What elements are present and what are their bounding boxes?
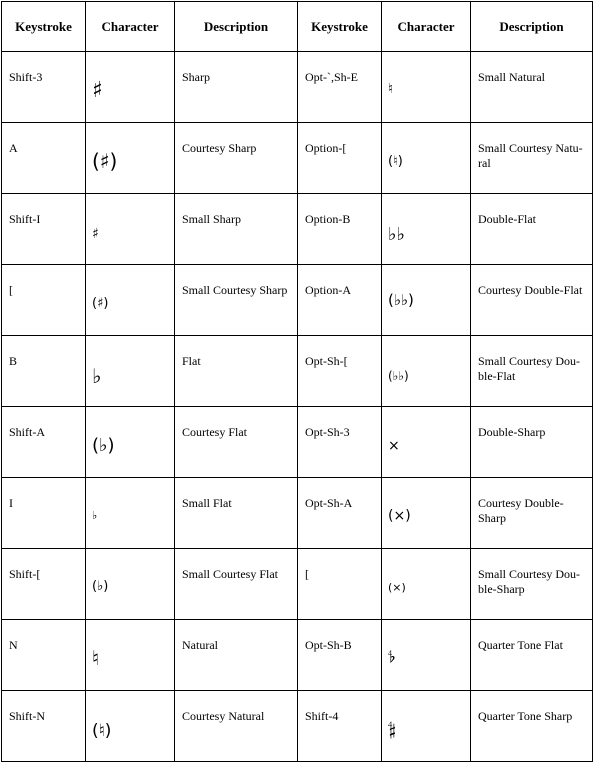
description-cell [175, 123, 298, 194]
keystroke-cell [298, 194, 382, 265]
description-text: Sharp [182, 70, 210, 84]
description-text: Flat [182, 354, 201, 368]
description-cell [175, 52, 298, 123]
character-cell [382, 549, 471, 620]
table-row [2, 52, 593, 123]
keystroke-cell [2, 336, 86, 407]
keystroke-text: Shift-I [9, 212, 41, 226]
keystroke-cell [2, 265, 86, 336]
accidental-glyph: (♯) [92, 296, 109, 311]
description-cell [471, 691, 593, 762]
accidental-glyph: 𝄳 [388, 648, 396, 666]
description-text: Courtesy Double-Sharp [478, 496, 564, 525]
accidental-glyph: (♮) [388, 154, 403, 169]
accidental-glyph: ♭ [92, 509, 98, 522]
description-text: Small Courtesy Sharp [182, 283, 288, 297]
character-cell [86, 407, 175, 478]
description-cell [175, 620, 298, 691]
keystroke-text: Shift-3 [9, 70, 43, 84]
description-text: Courtesy Natural [182, 709, 265, 723]
keystroke-text: Shift-4 [305, 709, 339, 723]
accidental-glyph: × [388, 438, 400, 454]
keystroke-text: Option-A [305, 283, 351, 297]
accidentals-table [1, 1, 593, 762]
description-cell [471, 194, 593, 265]
description-text: Courtesy Double-Flat [478, 283, 583, 297]
keystroke-cell [298, 336, 382, 407]
description-text: Quarter Tone Sharp [478, 709, 573, 723]
keystroke-text: Shift-A [9, 425, 45, 439]
description-cell [175, 407, 298, 478]
keystroke-cell [2, 691, 86, 762]
accidental-glyph: (×) [388, 581, 406, 594]
description-text: Small Natural [478, 70, 545, 84]
character-cell [86, 265, 175, 336]
accidental-glyph: (♭) [92, 579, 109, 594]
keystroke-text: I [9, 496, 13, 510]
keystroke-cell [298, 549, 382, 620]
keystroke-text: Opt-`,Sh-E [305, 70, 358, 84]
table-row [2, 478, 593, 549]
accidental-glyph: (♭♭) [388, 291, 414, 309]
character-cell [86, 620, 175, 691]
keystroke-text: Opt-Sh-[ [305, 354, 348, 368]
description-cell [471, 123, 593, 194]
description-cell [471, 336, 593, 407]
keystroke-cell [2, 478, 86, 549]
table-row [2, 336, 593, 407]
accidental-glyph: ♮ [388, 81, 394, 97]
accidental-glyph: 𝄲 [388, 719, 396, 738]
keystroke-text: B [9, 354, 18, 368]
keystroke-text: A [9, 141, 18, 155]
header-description: Description [175, 2, 298, 52]
description-cell [471, 52, 593, 123]
keystroke-cell [298, 52, 382, 123]
accidental-glyph: ♮ [92, 646, 100, 670]
table-row [2, 123, 593, 194]
keystroke-text: Opt-Sh-A [305, 496, 353, 510]
description-cell [175, 194, 298, 265]
character-cell [382, 52, 471, 123]
description-cell [175, 265, 298, 336]
character-cell [86, 123, 175, 194]
accidental-glyph: (♭) [92, 435, 115, 456]
keystroke-text: Opt-Sh-B [305, 638, 352, 652]
character-cell [382, 478, 471, 549]
character-cell [86, 52, 175, 123]
description-text: Small Courtesy Flat [182, 567, 278, 581]
description-cell [471, 265, 593, 336]
description-text: Small Flat [182, 496, 232, 510]
header-keystroke: Keystroke [2, 2, 86, 52]
keystroke-text: Option-[ [305, 141, 347, 155]
accidental-glyph: (♭♭) [388, 369, 409, 383]
keystroke-text: Shift-N [9, 709, 45, 723]
accidental-glyph: ♯ [92, 226, 99, 242]
accidental-glyph: (♮) [92, 721, 112, 741]
accidental-glyph: (×) [388, 508, 411, 524]
description-text: Small Courtesy Dou-ble-Flat [478, 354, 580, 383]
description-text: Double-Flat [478, 212, 536, 226]
character-cell [86, 336, 175, 407]
description-cell [175, 691, 298, 762]
description-text: Small Sharp [182, 212, 241, 226]
description-cell [175, 336, 298, 407]
character-cell [382, 407, 471, 478]
character-cell [382, 336, 471, 407]
header-description: Description [471, 2, 593, 52]
description-text: Natural [182, 638, 218, 652]
accidental-glyph: ♯ [92, 78, 103, 103]
keystroke-cell [298, 691, 382, 762]
description-cell [471, 478, 593, 549]
accidental-glyph: ♭♭ [388, 224, 405, 245]
header-character: Character [86, 2, 175, 52]
table-row [2, 691, 593, 762]
character-cell [86, 478, 175, 549]
description-text: Small Courtesy Dou-ble-Sharp [478, 567, 580, 596]
description-cell [471, 620, 593, 691]
description-text: Double-Sharp [478, 425, 546, 439]
keystroke-cell [298, 265, 382, 336]
description-text: Courtesy Sharp [182, 141, 257, 155]
header-row [2, 2, 593, 52]
character-cell [382, 691, 471, 762]
character-cell [382, 620, 471, 691]
keystroke-cell [298, 407, 382, 478]
keystroke-text: Shift-[ [9, 567, 41, 581]
character-cell [86, 691, 175, 762]
keystroke-cell [298, 478, 382, 549]
keystroke-text: Option-B [305, 212, 351, 226]
description-cell [175, 549, 298, 620]
keystroke-cell [2, 52, 86, 123]
keystroke-cell [298, 123, 382, 194]
accidental-glyph: ♭ [92, 364, 102, 388]
character-cell [382, 123, 471, 194]
keystroke-cell [2, 549, 86, 620]
description-cell [471, 549, 593, 620]
table-row [2, 620, 593, 691]
keystroke-cell [2, 620, 86, 691]
character-cell [382, 265, 471, 336]
character-cell [382, 194, 471, 265]
table-row [2, 549, 593, 620]
description-text: Small Courtesy Natu-ral [478, 141, 583, 170]
table-row [2, 194, 593, 265]
keystroke-text: Opt-Sh-3 [305, 425, 350, 439]
keystroke-cell [2, 407, 86, 478]
keystroke-text: N [9, 638, 18, 652]
keystroke-cell [2, 194, 86, 265]
description-cell [175, 478, 298, 549]
description-text: Quarter Tone Flat [478, 638, 563, 652]
description-text: Courtesy Flat [182, 425, 247, 439]
description-cell [471, 407, 593, 478]
table-row [2, 407, 593, 478]
table-row [2, 265, 593, 336]
accidental-glyph: (♯) [92, 149, 118, 173]
keystroke-cell [298, 620, 382, 691]
header-keystroke: Keystroke [298, 2, 382, 52]
header-character: Character [382, 2, 471, 52]
keystroke-text: [ [305, 567, 309, 581]
character-cell [86, 194, 175, 265]
keystroke-cell [2, 123, 86, 194]
character-cell [86, 549, 175, 620]
keystroke-text: [ [9, 283, 13, 297]
